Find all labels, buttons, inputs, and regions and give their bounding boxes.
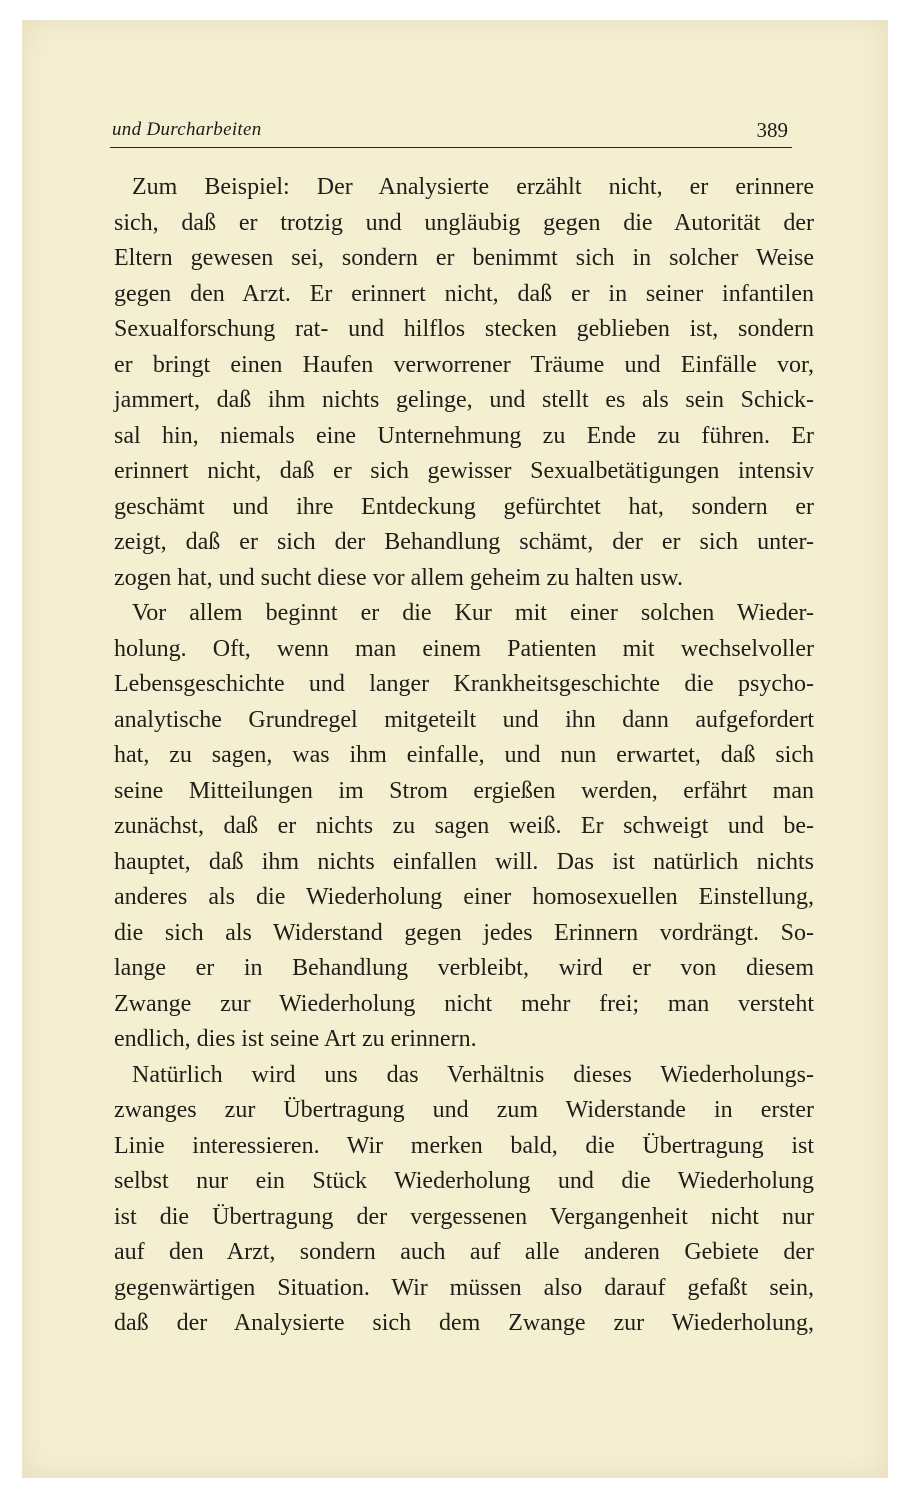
text-line: Lebensgeschichte und langer Krankheitsgeschichte die psycho- — [114, 671, 814, 697]
text-line: gegen den Arzt. Er erinnert nicht, daß er in seiner infantilen — [114, 280, 814, 307]
body-text — [114, 170, 814, 1342]
text-line: zunächst, daß er nichts zu sagen weiß. Er schweigt und be- — [114, 813, 814, 839]
text-line: zeigt, daß er sich der Behandlung schämt, der er sich unter- — [114, 529, 814, 555]
text-line: erinnert nicht, daß er sich gewisser Sexualbetätigungen intensiv — [114, 458, 814, 484]
running-head — [110, 117, 792, 148]
text-line: zogen hat, und sucht diese vor allem geheim zu halten usw. — [114, 564, 683, 591]
text-line: Linie interessieren. Wir merken bald, die Übertragung ist — [114, 1132, 814, 1159]
text-line: sich, daß er trotzig und ungläubig gegen die Autorität der — [114, 209, 814, 236]
text-line: lange er in Behandlung verbleibt, wird er von diesem — [114, 955, 814, 981]
text-line: analytische Grundregel mitgeteilt und ihn dann aufgefordert — [114, 706, 814, 733]
text-line: Natürlich wird uns das Verhältnis dieses Wiederholungs- — [132, 1061, 814, 1088]
text-line: hat, zu sagen, was ihm einfalle, und nun erwartet, daß sich — [114, 742, 814, 768]
text-line: auf den Arzt, sondern auch auf alle anderen Gebiete der — [114, 1239, 814, 1265]
text-line: er bringt einen Haufen verworrener Träume und Einfälle vor, — [114, 351, 814, 378]
running-head-title: und Durcharbeiten — [112, 119, 262, 140]
text-line: jammert, daß ihm nichts gelinge, und stellt es als sein Schick- — [114, 387, 814, 413]
text-line: gegenwärtigen Situation. Wir müssen also darauf gefaßt sein, — [114, 1274, 814, 1301]
text-line: Zum Beispiel: Der Analysierte erzählt nicht, er erinnere — [132, 174, 814, 200]
text-line: selbst nur ein Stück Wiederholung und die Wiederholung — [114, 1168, 814, 1194]
text-line: die sich als Widerstand gegen jedes Erinnern vordrängt. So- — [114, 919, 814, 946]
text-line: Vor allem beginnt er die Kur mit einer solchen Wieder- — [132, 600, 814, 626]
text-line: endlich, dies ist seine Art zu erinnern. — [114, 1026, 477, 1052]
text-line: zwanges zur Übertragung und zum Widerstande in erster — [114, 1097, 814, 1123]
text-line: geschämt und ihre Entdeckung gefürchtet hat, sondern er — [114, 493, 814, 520]
text-line: sal hin, niemals eine Unternehmung zu Ende zu führen. Er — [114, 422, 814, 449]
text-line: Sexualforschung rat- und hilflos stecken geblieben ist, sondern — [114, 316, 814, 342]
text-line: Eltern gewesen sei, sondern er benimmt sich in solcher Weise — [114, 245, 814, 271]
text-line: holung. Oft, wenn man einem Patienten mit wechselvoller — [114, 635, 814, 662]
page-number: 389 — [756, 118, 788, 142]
text-line: Zwange zur Wiederholung nicht mehr frei; man versteht — [114, 990, 814, 1017]
text-line: anderes als die Wiederholung einer homosexuellen Einstellung, — [114, 884, 814, 910]
text-line: seine Mitteilungen im Strom ergießen werden, erfährt man — [114, 777, 814, 804]
text-line: daß der Analysierte sich dem Zwange zur Wiederholung, — [114, 1310, 814, 1336]
text-line: hauptet, daß ihm nichts einfallen will. Das ist natürlich nichts — [114, 848, 814, 875]
text-line: ist die Übertragung der vergessenen Vergangenheit nicht nur — [114, 1203, 814, 1230]
